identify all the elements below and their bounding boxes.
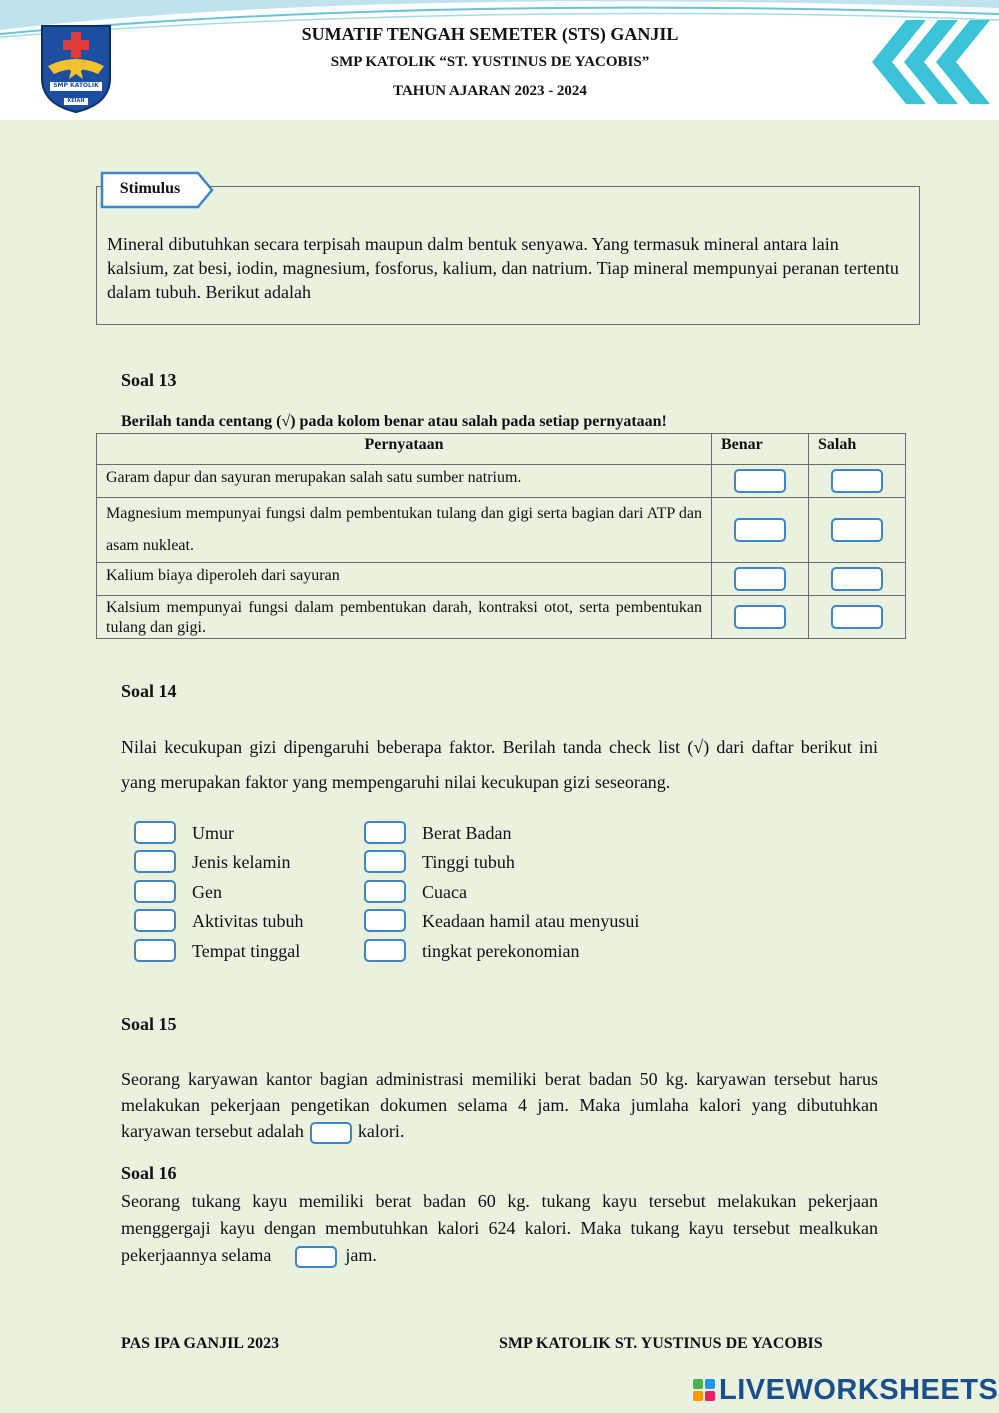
check-aktivitas-box[interactable] (134, 909, 176, 932)
page-header (0, 0, 999, 120)
answer-salah-1-box[interactable] (831, 469, 883, 493)
check-jenis-kelamin-box[interactable] (134, 850, 176, 873)
soal-14-text: Nilai kecukupan gizi dipengaruhi beberapa faktor. Berilah tanda check list (√) dari daftar berikut ini yang merupakan faktor yang mempengaruhi nilai kecukupan gizi seseorang. (121, 737, 878, 792)
answer-salah-3-box[interactable] (831, 567, 883, 591)
answer-benar-3-box[interactable] (734, 567, 786, 591)
check-berat-badan-box[interactable] (364, 821, 406, 844)
exam-title: SUMATIF TENGAH SEMETER (STS) GANJIL (301, 24, 679, 44)
soal-16-text-before: Seorang tukang kayu memiliki berat badan 60 kg. tukang kayu tersebut melakukan pekerjaan menggergaji kayu dengan membutuhkan kalori 624 kalori. Maka tukang kayu tersebut mealkukan pekerjaannya selama (121, 1191, 878, 1265)
check-label: Umur (192, 823, 234, 843)
logo-bottom-text: KEIAN (67, 98, 85, 104)
soal-13-instruction: Berilah tanda centang (√) pada kolom benar atau salah pada setiap pernyataan! (121, 413, 667, 430)
check-label: Cuaca (422, 882, 467, 902)
salah-cell (809, 563, 906, 596)
footer-right: SMP KATOLIK ST. YUSTINUS DE YACOBIS (499, 1335, 823, 1352)
table-row (97, 498, 906, 563)
check-label: Aktivitas tubuh (192, 911, 304, 931)
col-header-salah: Salah (809, 434, 906, 465)
check-label: Berat Badan (422, 823, 512, 843)
soal-15-text-after: kalori. (357, 1121, 405, 1141)
salah-cell (809, 498, 906, 563)
check-label: Tempat tinggal (192, 941, 301, 961)
liveworksheets-brand (692, 1373, 998, 1407)
statement-cell: Kalium biaya diperoleh dari sayuran (97, 563, 712, 596)
school-name: SMP KATOLIK “ST. YUSTINUS DE YACOBIS” (330, 54, 650, 70)
benar-cell (712, 498, 809, 563)
col-header-benar: Benar (712, 434, 809, 465)
check-label: Tinggi tubuh (422, 852, 515, 872)
soal-16-answer-box[interactable] (295, 1246, 337, 1268)
answer-benar-4-box[interactable] (734, 605, 786, 629)
check-gen-box[interactable] (134, 880, 176, 903)
col-header-pernyataan: Pernyataan (97, 434, 712, 465)
answer-benar-1-box[interactable] (734, 469, 786, 493)
check-tinggi-tubuh-box[interactable] (364, 850, 406, 873)
footer-left: PAS IPA GANJIL 2023 (121, 1335, 280, 1352)
table-row (97, 563, 906, 596)
answer-benar-2-box[interactable] (734, 518, 786, 542)
soal-15-text (121, 1066, 878, 1144)
check-label: tingkat perekonomian (422, 941, 580, 961)
statement-cell: Garam dapur dan sayuran merupakan salah satu sumber natrium. (97, 465, 712, 498)
soal-14-title: Soal 14 (121, 681, 177, 701)
soal-13-title: Soal 13 (121, 370, 177, 390)
answer-salah-4-box[interactable] (831, 605, 883, 629)
benar-cell (712, 596, 809, 639)
salah-cell (809, 465, 906, 498)
table-row (97, 596, 906, 639)
soal-15-text-before: Seorang karyawan kantor bagian administrasi memiliki berat badan 50 kg. karyawan tersebut harus melakukan pekerjaan pengetikan dokumen selama 4 jam. Maka jumlaha kalori yang dibutuhkan karyawan tersebut adalah (121, 1069, 878, 1141)
liveworksheets-logo-icon (692, 1378, 716, 1402)
check-tempat-tinggal-box[interactable] (134, 939, 176, 962)
stimulus-tab-label: Stimulus (119, 180, 181, 197)
true-false-table (96, 433, 906, 639)
check-hamil-box[interactable] (364, 909, 406, 932)
check-perekonomian-box[interactable] (364, 939, 406, 962)
check-label: Keadaan hamil atau menyusui (422, 911, 640, 931)
check-label: Jenis kelamin (192, 852, 291, 872)
logo-text: SMP KATOLIK (53, 82, 99, 89)
soal-16-text-after: jam. (345, 1245, 377, 1265)
benar-cell (712, 465, 809, 498)
soal-15-title: Soal 15 (121, 1014, 177, 1034)
brand-text: LIVEWORKSHEETS (719, 1373, 999, 1406)
soal-16-text (121, 1188, 878, 1269)
table-row (97, 465, 906, 498)
chevron-left-icon (866, 14, 992, 110)
statement-cell: Kalsium mempunyai fungsi dalam pembentukan darah, kontraksi otot, serta pembentukan tulang dan gigi. (97, 596, 712, 639)
check-cuaca-box[interactable] (364, 880, 406, 903)
benar-cell (712, 563, 809, 596)
soal-15-answer-box[interactable] (310, 1122, 352, 1144)
statement-cell: Magnesium mempunyai fungsi dalm pembentukan tulang dan gigi serta bagian dari ATP dan asam nukleat. (97, 498, 712, 563)
check-label: Gen (192, 882, 222, 902)
answer-salah-2-box[interactable] (831, 518, 883, 542)
check-umur-box[interactable] (134, 821, 176, 844)
soal-16-title: Soal 16 (121, 1163, 177, 1183)
academic-year: TAHUN AJARAN 2023 - 2024 (393, 83, 587, 99)
table-header-row (97, 434, 906, 465)
stimulus-text: Mineral dibutuhkan secara terpisah maupun dalm bentuk senyawa. Yang termasuk mineral antara lain kalsium, zat besi, iodin, magnesium, fosforus, kalium, dan natrium. Tiap mineral mempunyai peranan tertentu dalam tubuh. Berikut adalah (107, 234, 899, 302)
salah-cell (809, 596, 906, 639)
